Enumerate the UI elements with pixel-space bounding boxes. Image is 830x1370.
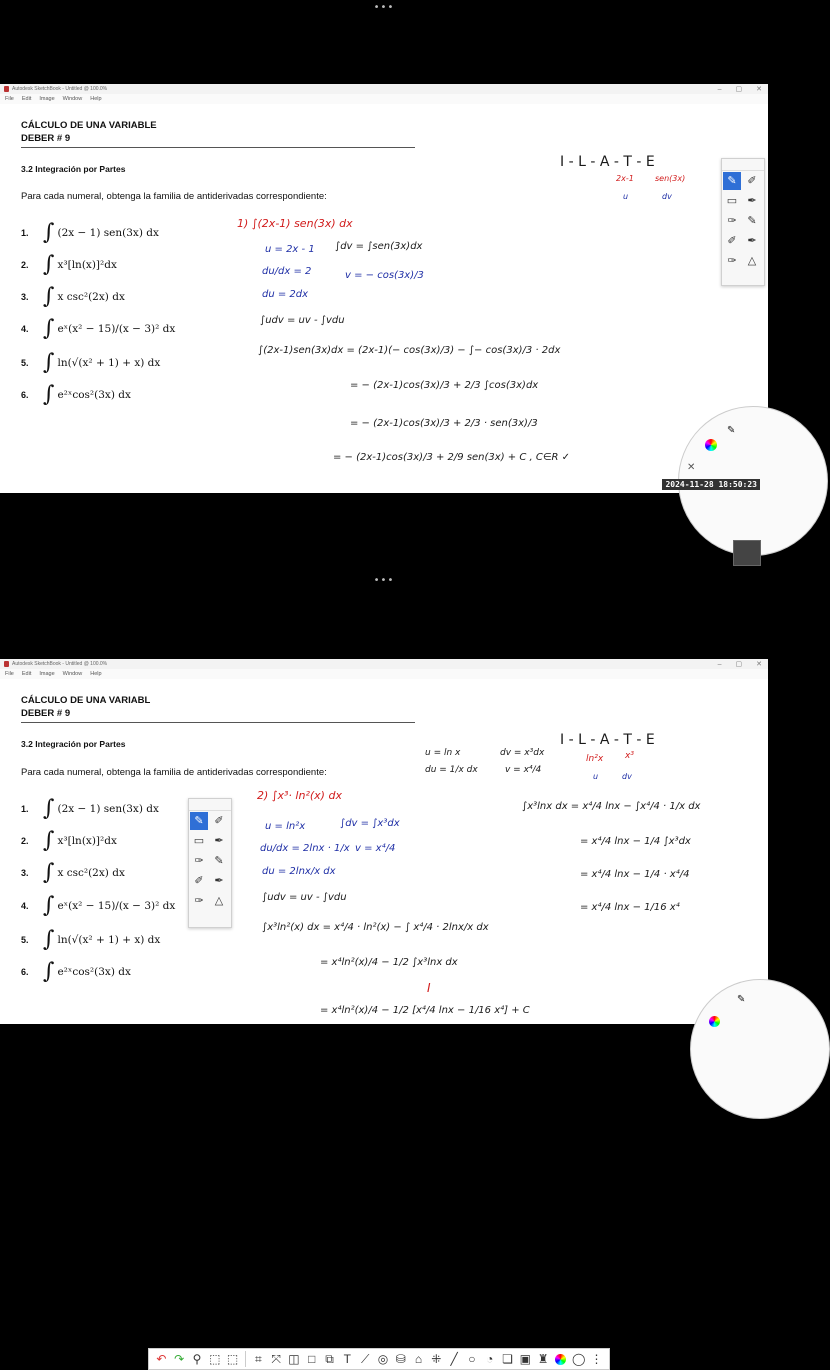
solution-line: ∫udv = uv - ∫vdu [260,315,345,326]
pen-brush-icon[interactable]: ✒ [747,195,757,207]
auxiliary-line: ∫x³lnx dx = x⁴/4 lnx − ∫x⁴/4 · 1/x dx [522,801,701,812]
menu-bar [0,94,768,104]
ilate-dv-value: sen(3x) [655,174,686,183]
problem-2: 2. ∫ x³[ln(x)]²dx [21,828,117,853]
menu-bar [0,669,768,679]
ilate-dv-label: dv [622,772,632,781]
pencil-brush-icon[interactable]: ✎ [190,812,208,830]
problem-1: 1. ∫ (2x − 1) sen(3x) dx [21,220,159,245]
transform-icon[interactable]: ⤧ [271,1352,281,1366]
grid-icon[interactable]: ⁜ [431,1352,442,1366]
maximize-button[interactable]: ▢ [735,661,743,668]
text-icon[interactable]: T [343,1352,352,1366]
rectangle-icon[interactable]: □ [308,1352,316,1366]
auxiliary-line: = x⁴/4 lnx − 1/4 ∫x³dx [580,836,691,847]
color-wheel-icon[interactable] [709,1016,720,1027]
solution-line: ∫udv = uv - ∫vdu [262,892,347,903]
minimize-button[interactable]: – [717,660,722,668]
menu-file[interactable]: File [5,96,14,102]
problem-3: 3. ∫ x csc²(2x) dx [21,860,125,885]
homework-title: DEBER # 9 [21,708,71,719]
marker-brush-icon[interactable]: ✐ [214,815,224,827]
homework-title: DEBER # 9 [21,133,71,144]
select-icon[interactable]: ⬚ [209,1352,221,1366]
color-puck-icon[interactable]: ◯ [571,1352,586,1366]
ink-brush-icon[interactable]: ✎ [214,855,224,867]
instructions: Para cada numeral, obtenga la familia de antiderivadas correspondiente: [21,767,327,778]
solution-line: u = 2x - 1 [265,244,315,255]
fine-brush-icon[interactable]: ✒ [747,235,757,247]
problem-3: 3. ∫ x csc²(2x) dx [21,284,125,309]
fine-brush-icon[interactable]: ✒ [214,875,224,887]
problem-5: 5. ∫ ln(√(x² + 1) + x) dx [21,927,161,952]
copic-icon[interactable]: ▣ [519,1352,531,1366]
ilate-mnemonic: I - L - A - T - E [560,154,655,170]
timestamp: 2024-11-28 18:50:23 [662,479,760,490]
maximize-button[interactable]: ▢ [735,86,743,93]
problem-1: 1. ∫ (2x − 1) sen(3x) dx [21,796,159,821]
sketchbook-logo-icon [4,86,9,92]
problem-6: 6. ∫ e²ˣcos²(3x) dx [21,382,131,407]
symmetry-icon[interactable]: ◫ [288,1352,300,1366]
solution-heading: 2) ∫x³· ln²(x) dx [257,789,342,802]
problem-2: 2. ∫ x³[ln(x)]²dx [21,252,117,277]
main-toolbar [148,1348,610,1370]
triangle-brush-icon[interactable]: △ [747,255,757,267]
solution-line: du/dx = 2lnx · 1/x [260,843,350,854]
menu-help[interactable]: Help [90,96,102,102]
solution-line: = − (2x-1)cos(3x)/3 + 2/9 sen(3x) + C , C∈R ✓ [333,452,571,463]
instructions: Para cada numeral, obtenga la familia de antiderivadas correspondiente: [21,191,327,202]
triangle-brush-icon[interactable]: △ [214,895,224,907]
divider [21,147,415,148]
menu-help[interactable]: Help [90,671,102,677]
brush-library-icon[interactable]: ♜ [537,1352,549,1366]
solution-line: ∫(2x-1)sen(3x)dx = (2x-1)(− cos(3x)/3) − ∫− cos(3x)/3 · 2dx [258,345,561,356]
close-button[interactable]: ✕ [756,661,762,668]
ellipse-icon[interactable]: ○ [468,1352,476,1366]
line-icon[interactable]: ╱ [450,1352,458,1366]
viewer-menu-dots-2[interactable]: ••• [373,575,395,586]
airbrush-icon[interactable]: ✑ [727,215,737,227]
menu-edit[interactable]: Edit [21,671,32,677]
zoom-icon[interactable]: ⚲ [192,1352,202,1366]
fill-icon[interactable]: ⛁ [395,1352,406,1366]
menu-image[interactable]: Image [39,96,55,102]
window-title: Autodesk SketchBook - Untitled @ 100.0% [12,86,108,92]
more-tools-icon[interactable]: ⋮ [590,1352,603,1366]
eraser-brush-icon[interactable]: ▭ [193,835,205,847]
menu-window[interactable]: Window [62,96,83,102]
title-bar [0,659,768,669]
curve-icon[interactable]: ◔ [486,1352,494,1366]
color-editor-icon[interactable] [554,1348,569,1370]
thumbnail-preview[interactable] [733,540,761,566]
ilate-u-value: ln²x [586,754,604,764]
solution-line: = x⁴ln²(x)/4 − 1/2 ∫x³lnx dx [320,957,458,968]
screenshot-pane-2 [0,659,768,1366]
problem-6: 6. ∫ e²ˣcos²(3x) dx [21,959,131,984]
substitution-dv: dv = x³dx [500,748,545,758]
minimize-button[interactable]: – [717,85,722,93]
divider [21,722,415,723]
solution-line: ∫dv = ∫sen(3x)dx [335,241,423,252]
redo-icon[interactable]: ↷ [174,1352,185,1366]
section-heading: 3.2 Integración por Partes [21,164,126,174]
menu-file[interactable]: File [5,671,14,677]
solution-line: du = 2dx [262,289,309,300]
auxiliary-line: = x⁴/4 lnx − 1/16 x⁴ [580,902,680,913]
close-button[interactable]: ✕ [756,86,762,93]
sketchbook-logo-icon [4,661,9,667]
pen-brush-icon[interactable]: ✒ [214,835,224,847]
title-bar [0,84,768,94]
solution-line: = − (2x-1)cos(3x)/3 + 2/3 · sen(3x)/3 [350,418,538,429]
flip-icon[interactable]: ⧉ [325,1352,334,1366]
problem-4: 4. ∫ eˣ(x² − 15)/(x − 3)² dx [21,316,176,341]
solution-line: ∫x³ln²(x) dx = x⁴/4 · ln²(x) − ∫ x⁴/4 · 2lnx/x dx [262,922,489,933]
menu-image[interactable]: Image [39,671,55,677]
brush-palette [188,798,232,928]
menu-window[interactable]: Window [62,671,83,677]
brush-icon[interactable]: ✎ [727,425,736,436]
palette-header[interactable] [722,159,764,171]
solution-line: = − (2x-1)cos(3x)/3 + 2/3 ∫cos(3x)dx [350,380,539,391]
ink-brush-icon[interactable]: ✎ [747,215,757,227]
ilate-u-label: u [593,772,599,781]
section-heading: 3.2 Integración por Partes [21,739,126,749]
undo-icon[interactable]: ✕ [687,462,696,473]
problem-4: 4. ∫ eˣ(x² − 15)/(x − 3)² dx [21,893,176,918]
menu-edit[interactable]: Edit [21,96,32,102]
substitution-v: v = x⁴/4 [505,765,542,775]
solution-line: = x⁴ln²(x)/4 − 1/2 [x⁴/4 lnx − 1/16 x⁴] + C [320,1005,530,1016]
pencil-brush-icon[interactable]: ✎ [723,172,741,190]
color-wheel-icon[interactable] [705,439,717,451]
brush-palette [721,158,765,286]
radial-lagoon-menu[interactable] [690,979,830,1119]
paint-brush-icon[interactable]: ✐ [727,235,737,247]
solution-line: ∫dv = ∫x³dx [340,818,400,829]
perspective-icon[interactable]: ⌂ [414,1352,423,1366]
undo-icon[interactable]: ↶ [156,1352,167,1366]
solution-line: u = ln²x [265,821,306,832]
substitution-du: du = 1/x dx [425,765,478,775]
solution-line: du = 2lnx/x dx [262,866,336,877]
chisel-brush-icon[interactable]: ✑ [194,895,204,907]
marker-brush-icon[interactable]: ✐ [747,175,757,187]
integral-label-I: I [427,981,431,995]
ilate-mnemonic: I - L - A - T - E [560,732,655,748]
crop-icon[interactable]: ⌗ [254,1352,262,1366]
lasso-select-icon[interactable]: ⬚ [226,1352,239,1366]
problem-5: 5. ∫ ln(√(x² + 1) + x) dx [21,350,161,375]
ilate-u-label: u [623,192,629,201]
ilate-dv-label: dv [662,192,672,201]
course-title: CÁLCULO DE UNA VARIABL [21,695,151,706]
ruler-icon[interactable]: ⟋ [360,1352,370,1366]
chisel-brush-icon[interactable]: ✑ [727,255,737,267]
toolbar-divider [245,1351,246,1367]
eraser-brush-icon[interactable]: ▭ [726,195,738,207]
solution-heading: 1) ∫(2x-1) sen(3x) dx [237,217,353,230]
palette-header[interactable] [189,799,231,811]
brush-icon[interactable]: ✎ [737,994,746,1005]
ilate-dv-value: x³ [625,751,634,761]
viewer-menu-dots[interactable]: ••• [373,2,395,13]
solution-line: du/dx = 2 [262,266,312,277]
substitution-u: u = ln x [425,748,461,758]
stamp-icon[interactable]: ◎ [377,1352,389,1366]
solution-line: v = − cos(3x)/3 [345,270,424,281]
screenshot-pane-1 [0,84,768,493]
solution-line: v = x⁴/4 [355,843,396,854]
airbrush-icon[interactable]: ✑ [194,855,204,867]
course-title: CÁLCULO DE UNA VARIABLE [21,120,157,131]
paint-brush-icon[interactable]: ✐ [194,875,204,887]
ilate-u-value: 2x-1 [616,174,634,183]
auxiliary-line: = x⁴/4 lnx − 1/4 · x⁴/4 [580,869,690,880]
layers-icon[interactable]: ❏ [502,1352,513,1366]
window-title: Autodesk SketchBook - Untitled @ 100.0% [12,661,108,667]
